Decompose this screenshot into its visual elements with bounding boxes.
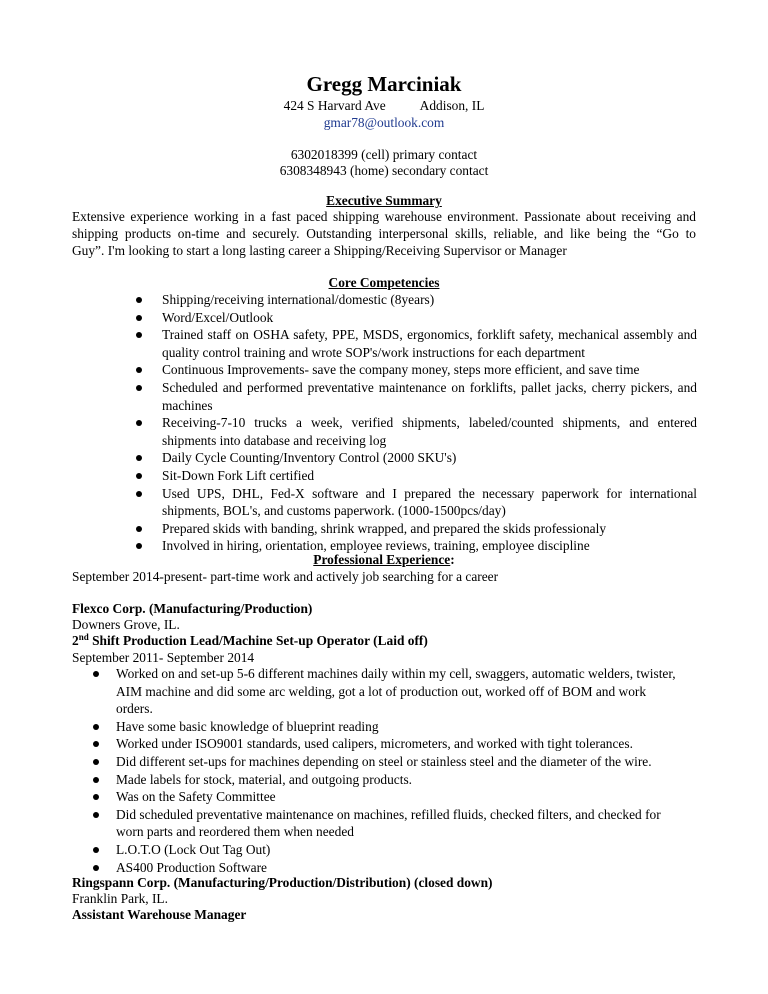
list-item: Continuous Improvements- save the company money, steps more efficient, and save time [136,361,697,379]
bullet-icon [93,794,99,800]
list-item: Have some basic knowledge of blueprint reading [72,718,678,736]
ringspann-location: Franklin Park, IL. [72,891,168,906]
bullet-icon [136,332,142,338]
bullet-icon [136,526,142,532]
list-item: Worked on and set-up 5-6 different machines daily within my cell, swaggers, automatic welders, twister, AIM machine and did some arc welding, got a lot of production out, worked off of BOM and work orders. [72,665,678,718]
executive-summary-heading: Executive Summary [326,193,442,208]
bullet-icon [93,777,99,783]
bullet-icon [136,367,142,373]
bullet-icon [136,385,142,391]
phone-cell: 6302018399 (cell) primary contact [290,147,478,162]
bullet-icon [136,543,142,549]
bullet-icon [93,812,99,818]
list-item: Trained staff on OSHA safety, PPE, MSDS, ergonomics, forklift safety, mechanical assembly and quality control training and wrote SOP's/work instructions for each department [136,326,697,361]
list-item: Scheduled and performed preventative maintenance on forklifts, pallet jacks, cherry pickers, and machines [136,379,697,414]
bullet-icon [93,741,99,747]
list-item: Prepared skids with banding, shrink wrapped, and prepared the skids professionaly [136,520,697,538]
list-item: Involved in hiring, orientation, employee reviews, training, employee discipline [136,537,697,555]
list-item: AS400 Production Software [72,859,678,877]
list-item: Receiving-7-10 trucks a week, verified shipments, labeled/counted shipments, and entered shipments into database and receiving log [136,414,697,449]
bullet-icon [136,491,142,497]
list-item: Did different set-ups for machines depending on steel or stainless steel and the diameter of the wire. [72,753,678,771]
list-item: Worked under ISO9001 standards, used calipers, micrometers, and worked with tight tolerances. [72,735,678,753]
email-address[interactable]: gmar78@outlook.com [323,115,445,130]
list-item: L.O.T.O (Lock Out Tag Out) [72,841,678,859]
flexco-duties-list [72,665,678,876]
address-city: Addison, IL [419,98,485,113]
employment-status-line: September 2014-present- part-time work and actively job searching for a career [72,569,499,584]
summary-line-3: Guy”. I'm looking to start a long lasting career a Shipping/Receiving Supervisor or Manager [72,243,567,258]
list-item: Sit-Down Fork Lift certified [136,467,697,485]
bullet-icon [136,297,142,303]
competencies-list [136,291,697,555]
bullet-icon [93,847,99,853]
address [0,97,768,115]
list-item: Daily Cycle Counting/Inventory Control (2000 SKU's) [136,449,697,467]
phone-home: 6308348943 (home) secondary contact [279,163,489,178]
bullet-icon [93,865,99,871]
bullet-icon [93,759,99,765]
list-item: Did scheduled preventative maintenance on machines, refilled fluids, checked filters, and checked for worn parts and reordered them when needed [72,806,678,841]
candidate-name: Gregg Marciniak [306,72,462,96]
bullet-icon [136,315,142,321]
summary-line-2: shipping products on-time and securely. Outstanding interpersonal skills, reliable, and like being the “Go to [72,226,696,241]
bullet-icon [136,473,142,479]
flexco-company: Flexco Corp. (Manufacturing/Production) [72,601,313,616]
core-competencies-heading: Core Competencies [328,275,440,290]
list-item: Shipping/receiving international/domestic (8years) [136,291,697,309]
professional-experience-heading: Professional Experience: [313,552,455,567]
ringspann-job-title: Assistant Warehouse Manager [72,907,247,922]
flexco-dates: September 2011- September 2014 [72,650,255,665]
flexco-location: Downers Grove, IL. [72,617,180,632]
bullet-icon [136,420,142,426]
flexco-job-title: 2nd Shift Production Lead/Machine Set-up Operator (Laid off) [72,632,428,648]
bullet-icon [93,671,99,677]
list-item: Used UPS, DHL, Fed-X software and I prepared the necessary paperwork for international shipments, BOL's, and customs paperwork. (1000-1500pcs/day) [136,485,697,520]
list-item: Was on the Safety Committee [72,788,678,806]
ringspann-company: Ringspann Corp. (Manufacturing/Production/Distribution) (closed down) [72,875,493,890]
bullet-icon [93,724,99,730]
list-item: Word/Excel/Outlook [136,309,697,327]
summary-line-1: Extensive experience working in a fast paced shipping warehouse environment. Passionate about receiving and [72,209,696,224]
bullet-icon [136,455,142,461]
address-street: 424 S Harvard Ave [283,98,386,113]
list-item: Made labels for stock, material, and outgoing products. [72,771,678,789]
